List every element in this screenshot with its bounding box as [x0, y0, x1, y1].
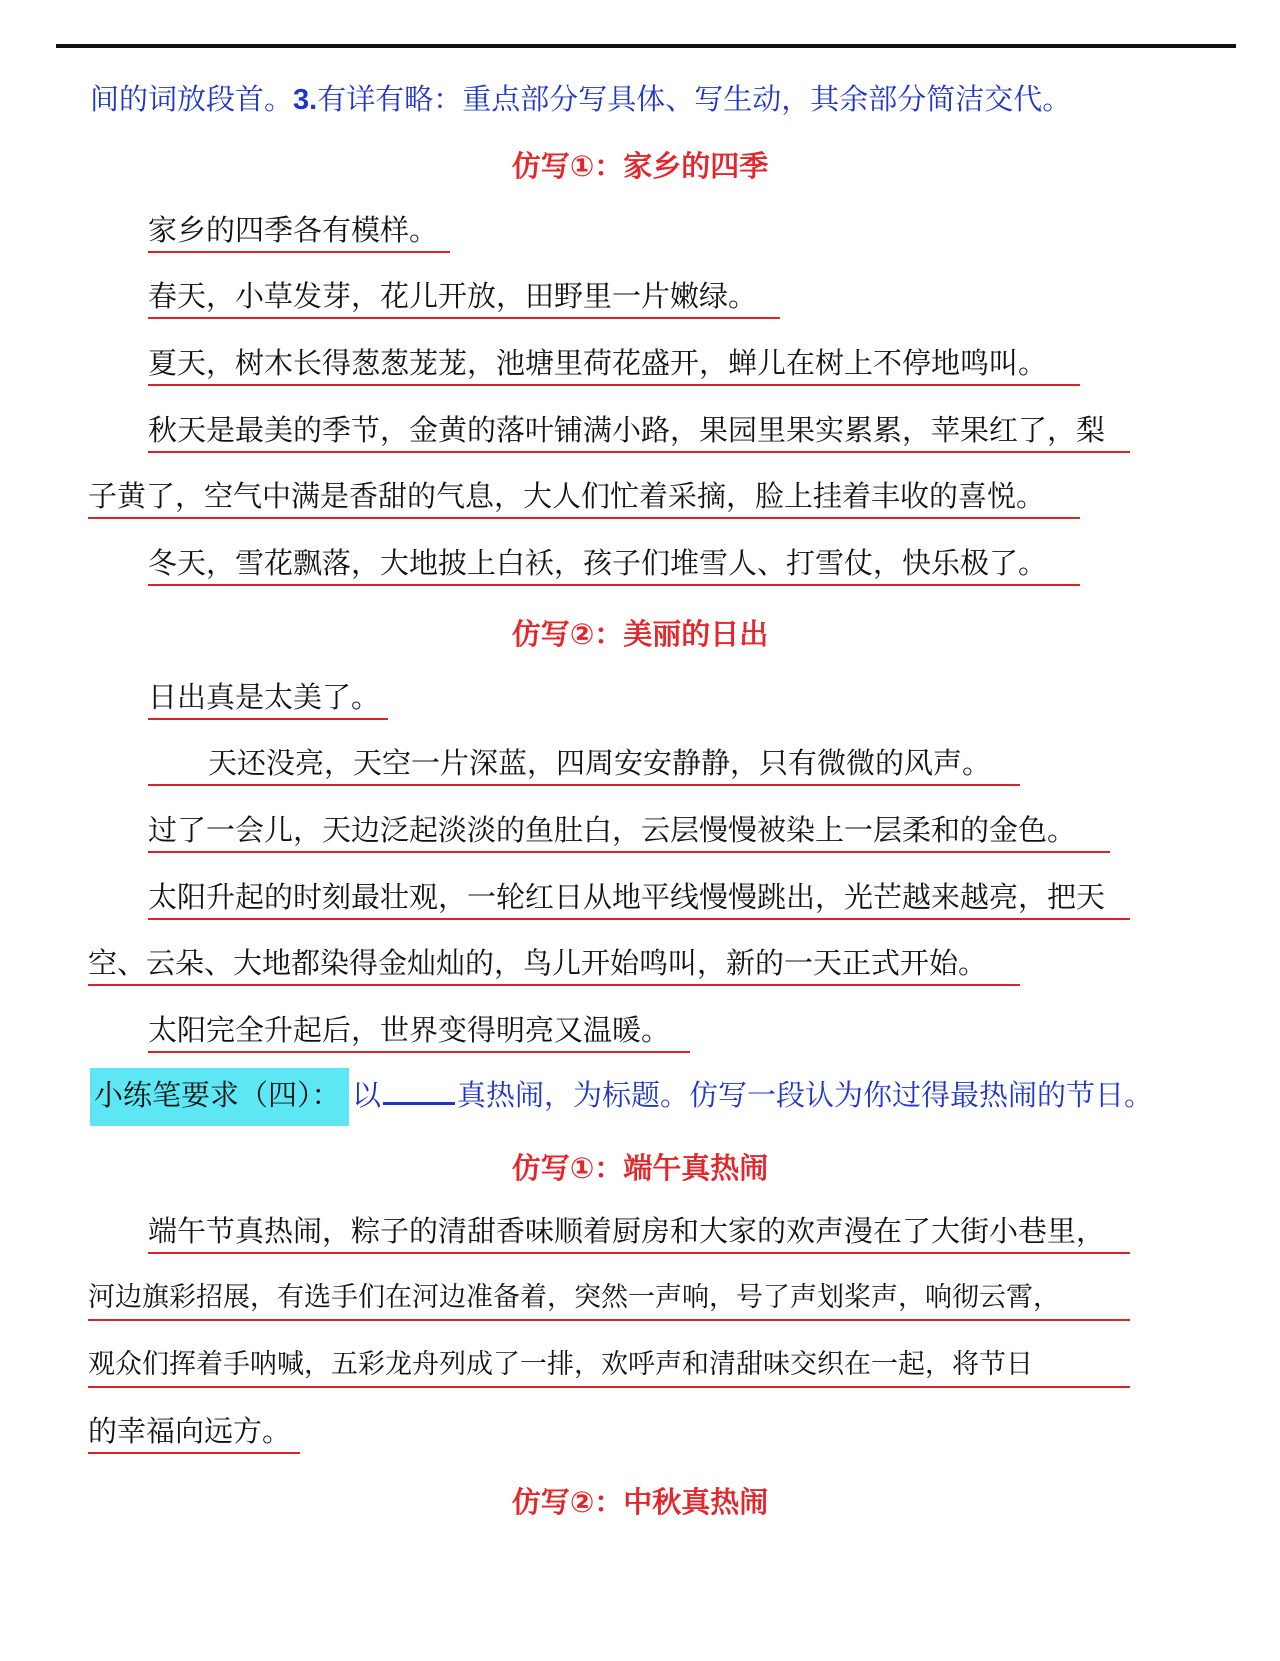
section4-heading: 仿写②：中秋真热闹	[511, 1485, 769, 1519]
section1-heading: 仿写①：家乡的四季	[511, 149, 769, 183]
intro-prefix: 间的词放段首。	[90, 82, 294, 116]
section1-line-6: 冬天，雪花飘落，大地披上白袄，孩子们堆雪人、打雪仗，快乐极了。	[148, 543, 1080, 586]
section3-heading: 仿写①：端午真热闹	[511, 1151, 769, 1185]
section1-line-4: 秋天是最美的季节，金黄的落叶铺满小路，果园里果实累累，苹果红了，梨	[148, 410, 1130, 453]
requirement-before-blank: 以	[352, 1078, 382, 1112]
section3-line-4: 的幸福向远方。	[88, 1411, 300, 1454]
section2-heading: 仿写②：美丽的日出	[511, 617, 769, 651]
requirement-label: 小练笔要求（四）：	[90, 1068, 349, 1126]
paragraph-line	[0, 1211, 1280, 1257]
intro-text: 有详有略：重点部分写具体、写生动，其余部分简洁交代。	[317, 82, 1072, 116]
paragraph-line	[0, 1278, 1280, 1324]
paragraph-line	[0, 743, 1280, 789]
section2-line-4: 太阳升起的时刻最壮观，一轮红日从地平线慢慢跳出，光芒越来越亮，把天	[148, 877, 1130, 920]
paragraph-line	[0, 877, 1280, 923]
paragraph-line	[0, 543, 1280, 589]
section3-line-2: 河边旗彩招展，有选手们在河边准备着，突然一声响，号了声划桨声，响彻云霄，	[88, 1278, 1130, 1321]
section2-line-1: 日出真是太美了。	[148, 677, 388, 720]
paragraph-line	[0, 1345, 1280, 1391]
paragraph-line	[0, 1010, 1280, 1056]
paragraph-line	[0, 210, 1280, 256]
paragraph-line	[0, 810, 1280, 856]
section1-line-1: 家乡的四季各有模样。	[148, 210, 450, 253]
section3-line-3: 观众们挥着手呐喊，五彩龙舟列成了一排，欢呼声和清甜味交织在一起，将节日	[88, 1345, 1130, 1388]
paragraph-line	[0, 276, 1280, 322]
paragraph-line	[0, 410, 1280, 456]
section1-line-5: 子黄了，空气中满是香甜的气息，大人们忙着采摘，脸上挂着丰收的喜悦。	[88, 476, 1080, 519]
intro-number: 3.	[293, 84, 318, 116]
paragraph-line	[0, 343, 1280, 389]
section2-line-2: 天还没亮，天空一片深蓝，四周安安静静，只有微微的风声。	[148, 743, 1020, 786]
intro-line	[0, 76, 1280, 122]
top-rule	[56, 44, 1236, 48]
section1-line-3: 夏天，树木长得葱葱茏茏，池塘里荷花盛开，蝉儿在树上不停地鸣叫。	[148, 343, 1080, 386]
requirement-after-blank: 真热闹，为标题。仿写一段认为你过得最热闹的节日。	[457, 1078, 1154, 1112]
requirement-text	[352, 1072, 1153, 1118]
paragraph-line	[0, 677, 1280, 723]
section2-line-3: 过了一会儿，天边泛起淡淡的鱼肚白，云层慢慢被染上一层柔和的金色。	[148, 810, 1110, 853]
title-blank	[383, 1072, 455, 1105]
paragraph-line	[0, 943, 1280, 989]
section3-line-1: 端午节真热闹，粽子的清甜香味顺着厨房和大家的欢声漫在了大街小巷里，	[148, 1211, 1130, 1254]
paragraph-line	[0, 476, 1280, 522]
section2-line-5: 空、云朵、大地都染得金灿灿的，鸟儿开始鸣叫，新的一天正式开始。	[88, 943, 1020, 986]
requirement-line	[0, 1068, 1280, 1120]
section1-line-2: 春天，小草发芽，花儿开放，田野里一片嫩绿。	[148, 276, 780, 319]
section2-line-6: 太阳完全升起后，世界变得明亮又温暖。	[148, 1010, 690, 1053]
paragraph-line	[0, 1411, 1280, 1457]
